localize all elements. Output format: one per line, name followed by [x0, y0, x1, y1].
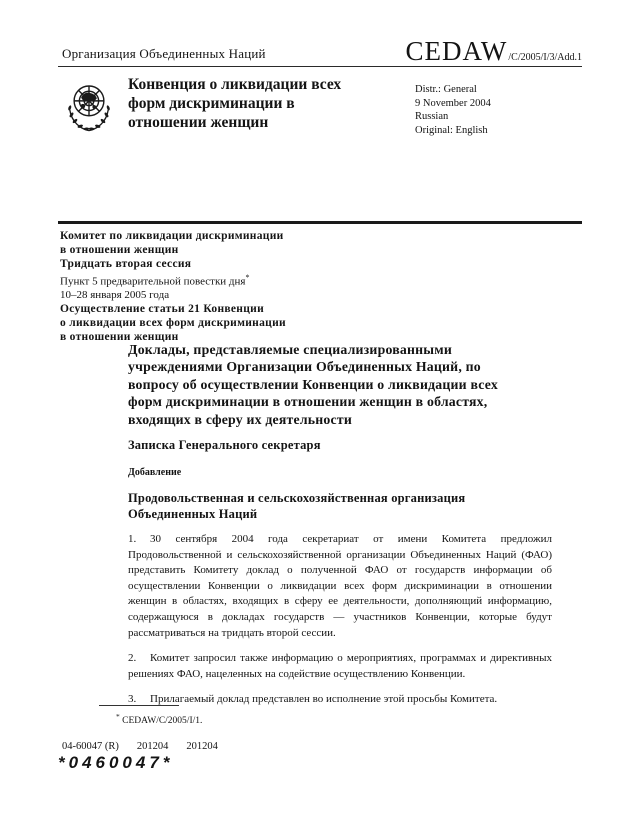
doc-symbol: [406, 36, 582, 67]
org-name: Организация Объединенных Наций: [62, 46, 266, 61]
doc-symbol-suffix: /C/2005/I/3/Add.1: [508, 52, 582, 63]
main-content: [128, 341, 552, 708]
header-divider: [58, 66, 582, 67]
masthead-divider: [58, 221, 582, 224]
date-code-2: 201204: [186, 741, 218, 752]
convention-title: Конвенция о ликвидации всех форм дискриминации в отношении женщин: [128, 76, 342, 131]
session-dates: 10–28 января 2005 года: [60, 288, 170, 301]
document-title: Доклады, представляемые специализированными учреждениями Организации Объединенных Наций, по вопросу об осуществлении Конвенции о ликвидации всех форм дискриминации в отношении женщин в областях, входящих в сферу их деятельности: [128, 342, 498, 427]
distr-language: Russian: [415, 111, 449, 122]
paragraph-1: [128, 532, 552, 641]
paragraph-text: Комитет запросил также информацию о мероприятиях, программах и директивных решениях ФАО, нацеленных на содействие осуществлению Конвенции.: [128, 652, 552, 680]
paragraph-number: 1.: [128, 533, 137, 546]
paragraph-2: [128, 651, 552, 682]
date-code-1: 201204: [136, 741, 169, 752]
footnote-text: CEDAW/C/2005/I/1.: [122, 716, 203, 727]
section-heading: Продовольственная и сельскохозяйственная организация Объединенных Наций: [128, 491, 466, 522]
distribution-block: [415, 83, 491, 137]
distr-date: 9 November 2004: [415, 97, 491, 109]
doc-symbol-main: CEDAW: [405, 36, 508, 66]
footnote: [116, 712, 202, 726]
agenda-item-text: Пункт 5 предварительной повестки дня: [60, 275, 246, 288]
barcode-text: *0460047*: [58, 753, 174, 772]
job-number: 04-60047 (R): [62, 741, 119, 752]
agenda-item-title: Осуществление статьи 21 Конвенции о ликвидации всех форм дискриминации в отношении женщин: [60, 303, 286, 344]
paragraph-3: [128, 692, 552, 708]
committee-name: Комитет по ликвидации дискриминации в отношении женщин: [60, 230, 284, 256]
paragraph-text: Прилагаемый доклад представлен во исполнение этой просьбы Комитета.: [150, 693, 498, 706]
job-number-line: [62, 741, 218, 752]
distr-line: Distr.: General: [415, 84, 477, 95]
footnote-divider: [99, 705, 179, 706]
addendum-label: Добавление: [128, 467, 182, 479]
paragraph-number: 2.: [128, 652, 137, 665]
un-emblem-icon: [61, 79, 117, 135]
agenda-item: [60, 271, 360, 289]
session-label: Тридцать вторая сессия: [60, 258, 192, 270]
committee-block: [60, 229, 360, 344]
paragraph-text: 30 сентября 2004 года секретариат от имени Комитета предложил Продовольственной и сельскохозяйственной организации Объединенных Наций (ФАО) представить Комитету доклад о полученной ФАО от государств информации об осуществлении Конвенции о ликвидации всех форм дискриминации в отношении женщин в областях, входящих в сферу ее деятельности, дополняющий информацию, содержащуюся в докладах государств — участников Конвенции, которые будут рассматриваться на тридцать второй сессии.: [128, 533, 552, 639]
footnote-marker: *: [245, 273, 250, 282]
distr-original: Original: English: [415, 124, 488, 136]
document-subtitle: Записка Генерального секретаря: [128, 438, 321, 453]
paragraph-number: 3.: [128, 693, 137, 706]
footnote-marker: *: [116, 712, 120, 721]
